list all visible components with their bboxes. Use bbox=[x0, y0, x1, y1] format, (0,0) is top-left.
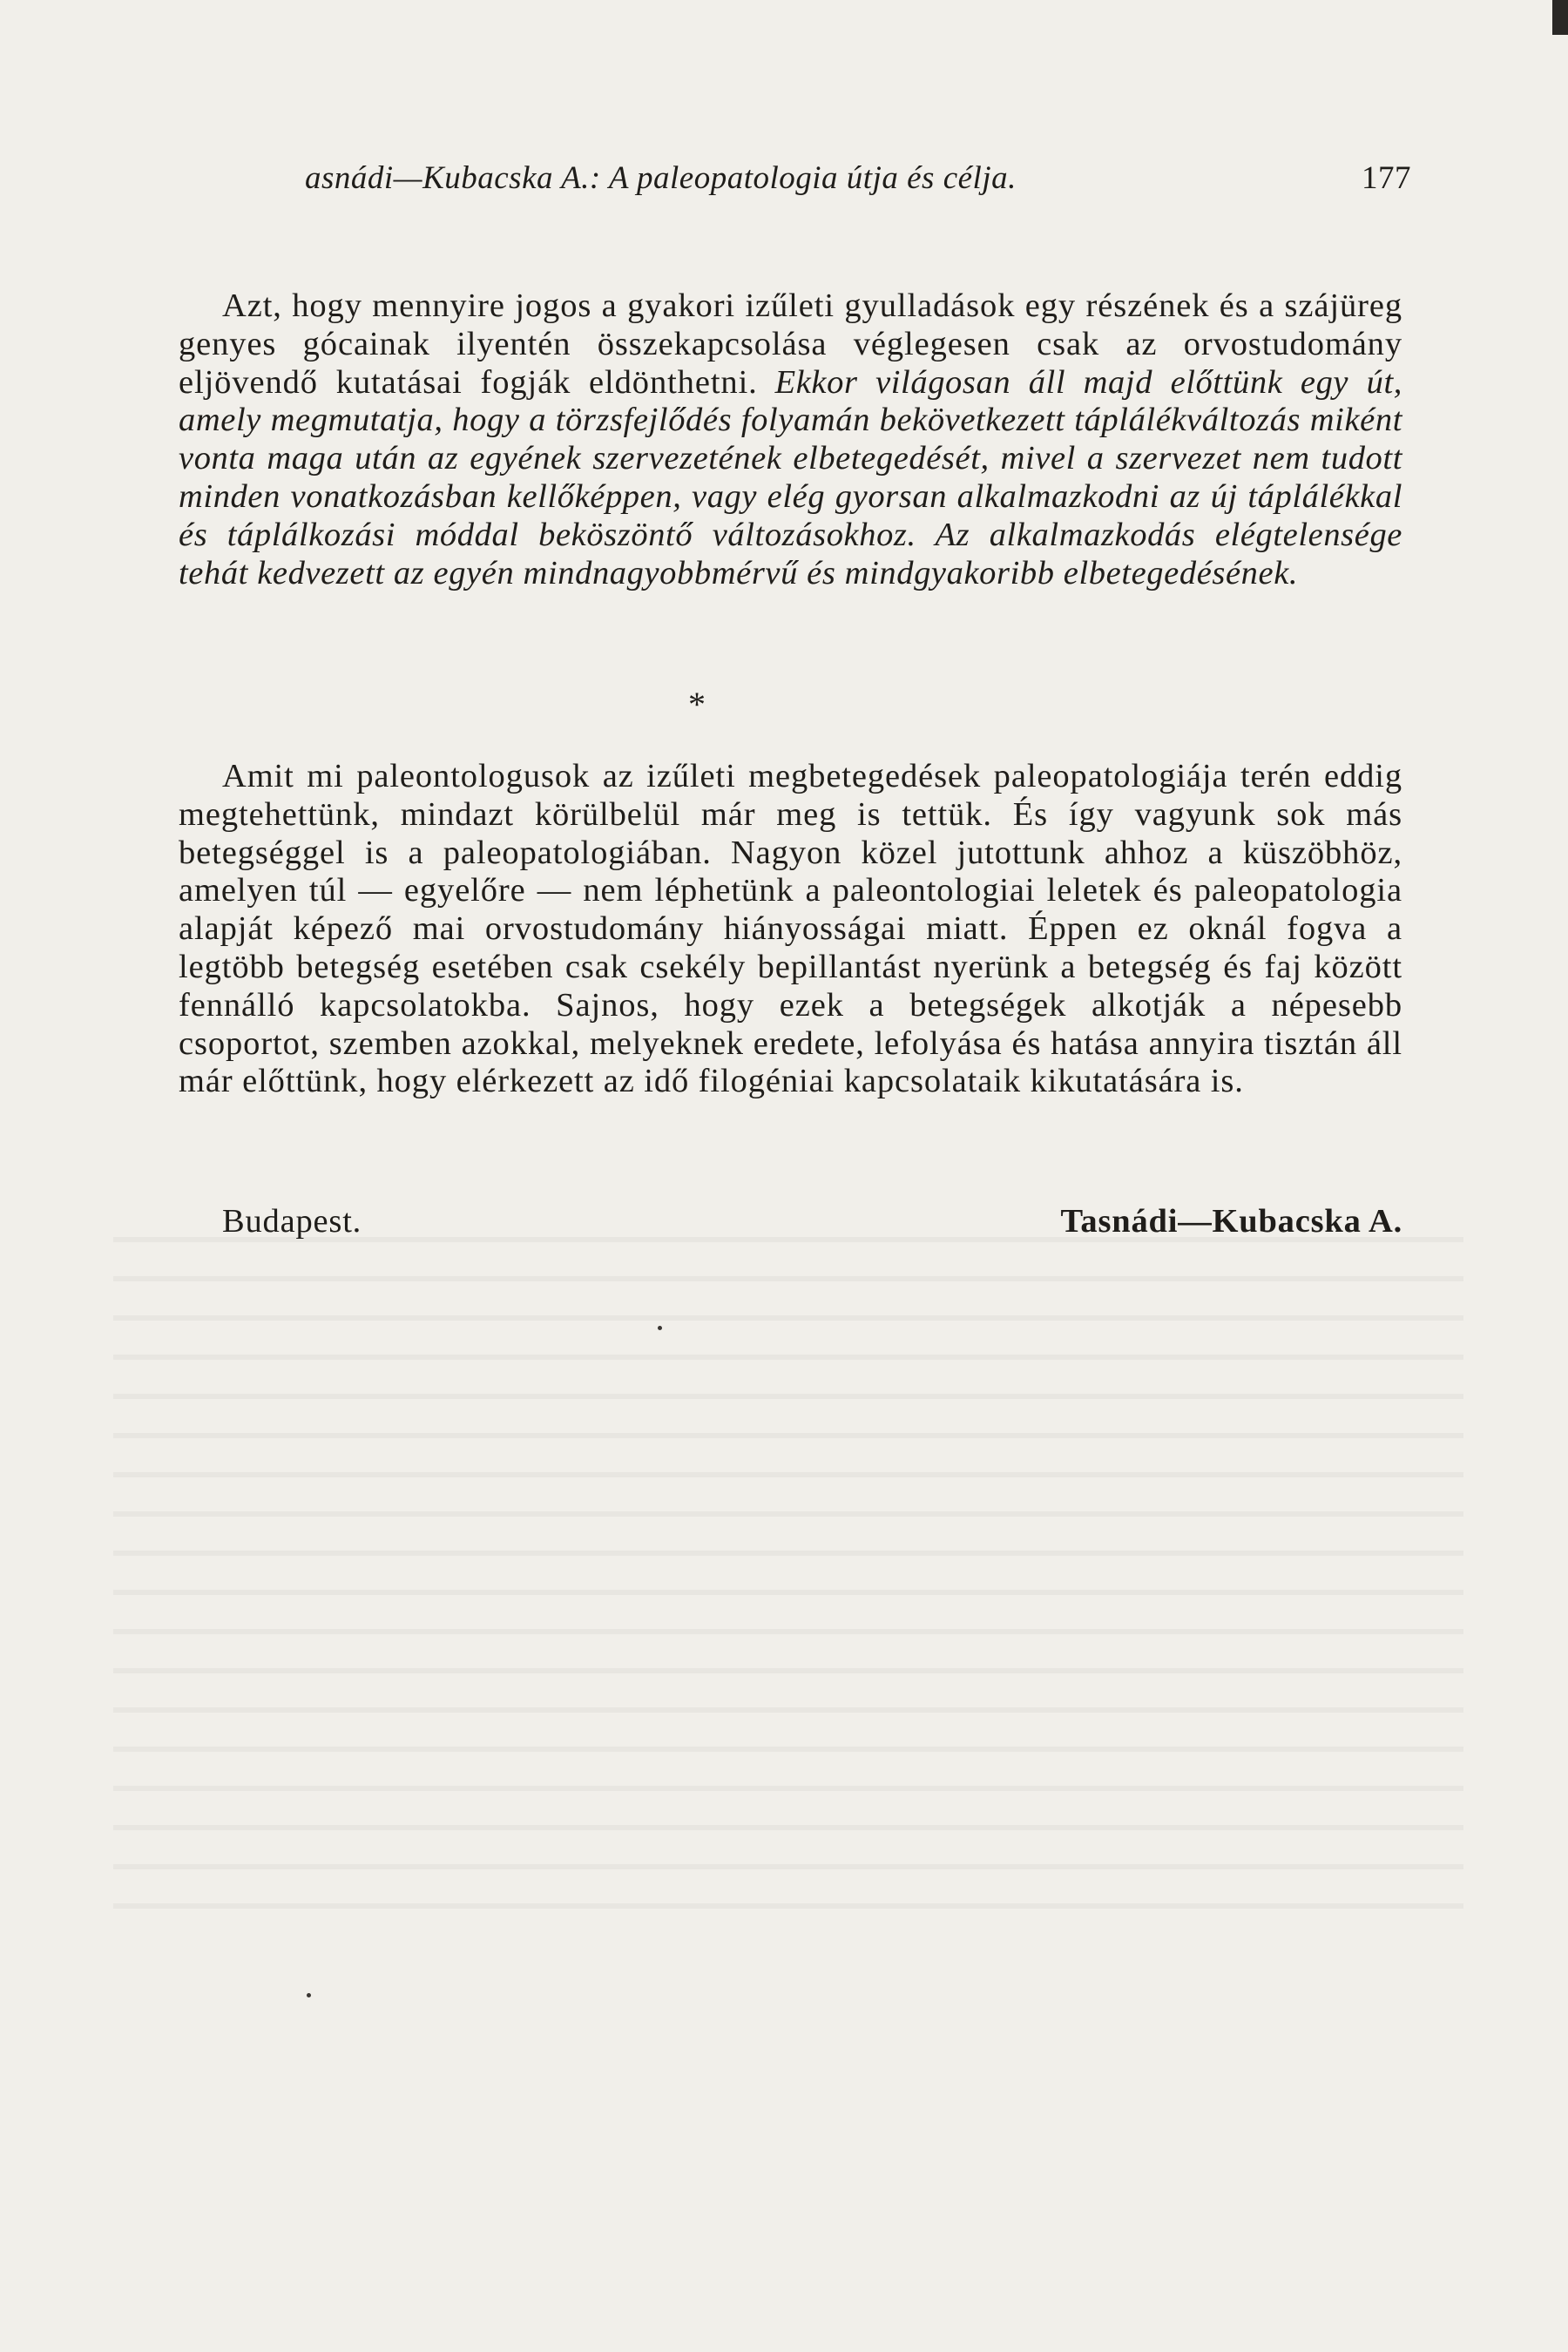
paragraph-1-plain-text: Azt, hogy mennyire jogos a gyakori izűleti gyulladások egy részének és a szájüreg genyes gócainak ilyentén összekapcsolása véglegesen csak az orvostudomány eljövendő kutatásai fogják eldönthetni. bbox=[179, 287, 1402, 401]
paragraph-1 bbox=[179, 287, 1402, 592]
signature-line bbox=[222, 1202, 1402, 1246]
running-header bbox=[305, 159, 1411, 203]
signature-author: Tasnádi—Kubacska A. bbox=[1060, 1203, 1402, 1240]
running-header-title: asnádi—Kubacska A.: A paleopatologia útja és célja. bbox=[305, 160, 1017, 196]
print-speck bbox=[658, 1326, 662, 1330]
paragraph-2-text: Amit mi paleontologusok az izűleti megbetegedések paleopatologiája terén eddig megtehettünk, mindazt körülbelül már meg is tettük. És így vagyunk sok más betegséggel is a paleopatologiában. Nagyon közel jutottunk ahhoz a küszöbhöz, amelyen túl — egyelőre — nem léphetünk a paleontologiai leletek és paleopatologia alapját képező mai orvostudomány hiányosságai miatt. Éppen ez oknál fogva a legtöbb betegség esetében csak csekély bepillantást nyerünk a betegség és faj között fennálló kapcsolatokba. Sajnos, hogy ezek a betegségek alkotják a népesebb csoportot, szemben azokkal, melyeknek eredete, lefolyása és hatása annyira tisztán áll már előttünk, hogy elérkezett az idő filogéniai kapcsolataik kikutatására is. bbox=[179, 758, 1402, 1100]
section-separator: * bbox=[688, 685, 706, 724]
paragraph-1-italic-text: Ekkor világosan áll majd előttünk egy út, amely megmutatja, hogy a törzsfejlődés folyamán bekövetkezett táplálékváltozás miként vonta maga után az egyének szervezetének elbetegedését, mivel a szervezet nem tudott minden vonatkozásban kellőképpen, vagy elég gyorsan alkalmazkodni az új táplálékkal és táplálkozási móddal beköszöntő változásokhoz. Az alkalmazkodás elégtelensége tehát kedvezett az egyén mindnagyobbmérvű és mindgyakoribb elbetegedésének. bbox=[179, 363, 1403, 591]
reverse-side-text-shadow bbox=[113, 1211, 1463, 1925]
print-speck bbox=[307, 1993, 311, 1997]
page-number: 177 bbox=[1362, 160, 1411, 196]
paragraph-2 bbox=[179, 758, 1402, 1101]
signature-place: Budapest. bbox=[222, 1203, 362, 1240]
page-edge-mark bbox=[1552, 0, 1568, 35]
